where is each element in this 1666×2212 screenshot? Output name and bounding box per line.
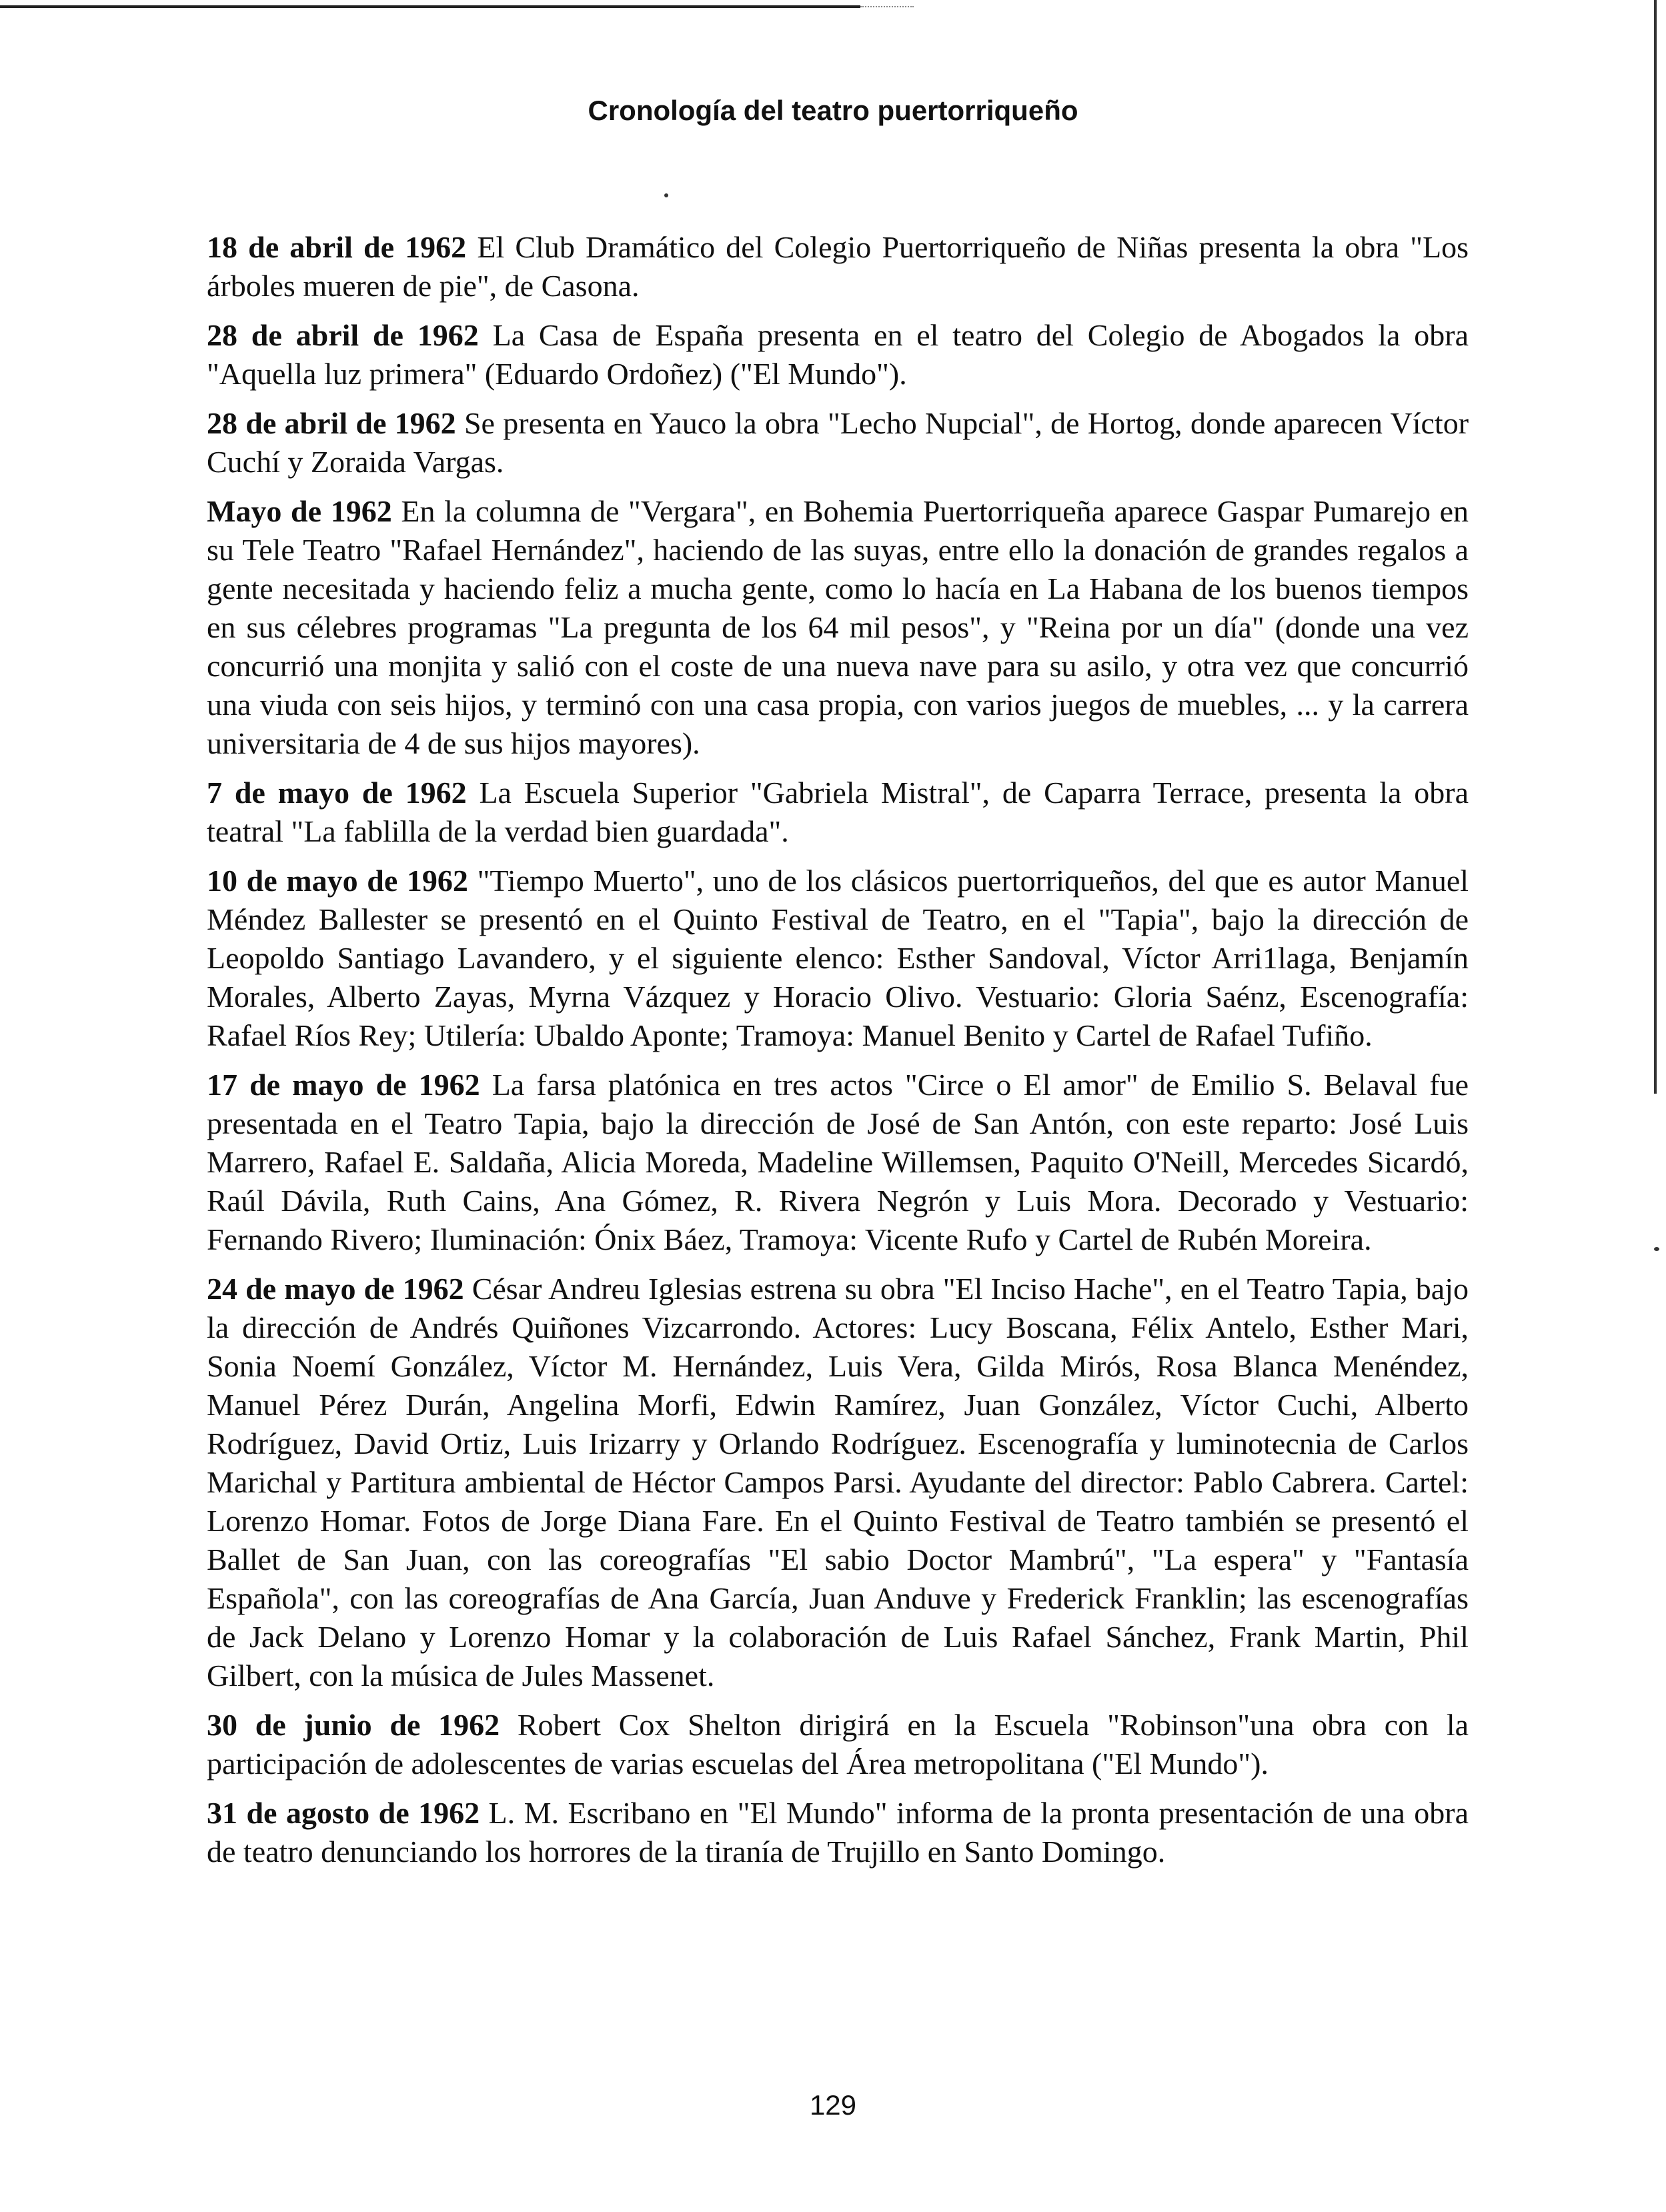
chronology-entry (207, 316, 1469, 393)
entry-text: La Escuela Superior "Gabriela Mistral", de Caparra Terrace, presenta la obra teatral "La fablilla de la verdad bien guardada". (207, 776, 1469, 848)
entry-text: En la columna de "Vergara", en Bohemia Puertorriqueña aparece Gaspar Pumarejo en su Tele Teatro "Rafael Hernández", haciendo de las suyas, entre ello la donación de grandes regalos a gente necesitada y haciendo feliz a mucha gente, como lo hacía en La Habana de los buenos tiempos en sus célebres programas "La pregunta de los 64 mil pesos", y "Reina por un día" (donde una vez concurrió una monjita y salió con el coste de una nueva nave para su asilo, y otra vez que concurrió una viuda con seis hijos, y terminó con una casa propia, con varios juegos de muebles, ... y la carrera universitaria de 4 de sus hijos mayores). (207, 494, 1469, 760)
entry-date: 30 de junio de 1962 (207, 1708, 500, 1742)
entry-date: 28 de abril de 1962 (207, 318, 479, 352)
entry-date: 24 de mayo de 1962 (207, 1272, 464, 1306)
chronology-entry (207, 1706, 1469, 1783)
entry-text: "Tiempo Muerto", uno de los clásicos puertorriqueños, del que es autor Manuel Méndez Ballester se presentó en el Quinto Festival de Teatro, en el "Tapia", bajo la dirección de Leopoldo Santiago Lavandero, y el siguiente elenco: Esther Sandoval, Víctor Arri1laga, Benjamín Morales, Alberto Zayas, Myrna Vázquez y Horacio Olivo. Vestuario: Gloria Saénz, Escenografía: Rafael Ríos Rey; Utilería: Ubaldo Aponte; Tramoya: Manuel Benito y Cartel de Rafael Tufiño. (207, 864, 1469, 1052)
entry-text: El Club Dramático del Colegio Puertorriqueño de Niñas presenta la obra "Los árboles mueren de pie", de Casona. (207, 230, 1469, 303)
scan-speck (1654, 1247, 1659, 1251)
scan-speck (664, 193, 668, 197)
entry-text: La farsa platónica en tres actos "Circe o El amor" de Emilio S. Belaval fue presentada en el Teatro Tapia, bajo la dirección de José de San Antón, con este reparto: José Luis Marrero, Rafael E. Saldaña, Alicia Moreda, Madeline Willemsen, Paquito O'Neill, Mercedes Sicardó, Raúl Dávila, Ruth Cains, Ana Gómez, R. Rivera Negrón y Luis Mora. Decorado y Vestuario: Fernando Rivero; Iluminación: Ónix Báez, Tramoya: Vicente Rufo y Cartel de Rubén Moreira. (207, 1068, 1469, 1256)
entry-date: 18 de abril de 1962 (207, 230, 467, 264)
chronology-entry (207, 1270, 1469, 1695)
chronology-entry (207, 1066, 1469, 1259)
page-number: 129 (809, 2089, 857, 2121)
chronology-entry (207, 228, 1469, 305)
chronology-entries (207, 228, 1469, 1882)
entry-date: 10 de mayo de 1962 (207, 864, 468, 898)
top-border-rule (0, 5, 860, 8)
chronology-entry (207, 492, 1469, 763)
chronology-entry (207, 774, 1469, 851)
right-border-rule (1654, 0, 1657, 1094)
entry-date: 28 de abril de 1962 (207, 406, 456, 440)
page-header-title: Cronología del teatro puertorriqueño (588, 95, 1078, 126)
entry-date: 31 de agosto de 1962 (207, 1796, 480, 1830)
entry-text: Se presenta en Yauco la obra "Lecho Nupcial", de Hortog, donde aparecen Víctor Cuchí y Zoraida Vargas. (207, 406, 1469, 479)
entry-text: L. M. Escribano en "El Mundo" informa de la pronta presentación de una obra de teatro denunciando los horrores de la tiranía de Trujillo en Santo Domingo. (207, 1796, 1469, 1869)
chronology-entry (207, 404, 1469, 481)
entry-date: 17 de mayo de 1962 (207, 1068, 480, 1102)
entry-date: Mayo de 1962 (207, 494, 392, 528)
chronology-entry (207, 862, 1469, 1055)
entry-text: La Casa de España presenta en el teatro del Colegio de Abogados la obra "Aquella luz primera" (Eduardo Ordoñez) ("El Mundo"). (207, 318, 1469, 391)
entry-date: 7 de mayo de 1962 (207, 776, 467, 810)
top-border-rule-fade (860, 6, 914, 7)
chronology-entry (207, 1794, 1469, 1871)
entry-text: Robert Cox Shelton dirigirá en la Escuela "Robinson"una obra con la participación de adolescentes de varias escuelas del Área metropolitana ("El Mundo"). (207, 1708, 1469, 1781)
entry-text: César Andreu Iglesias estrena su obra "El Inciso Hache", en el Teatro Tapia, bajo la dirección de Andrés Quiñones Vizcarrondo. Actores: Lucy Boscana, Félix Antelo, Esther Mari, Sonia Noemí González, Víctor M. Hernández, Luis Vera, Gilda Mirós, Rosa Blanca Menéndez, Manuel Pérez Durán, Angelina Morfi, Edwin Ramírez, Juan González, Víctor Cuchi, Alberto Rodríguez, David Ortiz, Luis Irizarry y Orlando Rodríguez. Escenografía y luminotecnia de Carlos Marichal y Partitura ambiental de Héctor Campos Parsi. Ayudante del director: Pablo Cabrera. Cartel: Lorenzo Homar. Fotos de Jorge Diana Fare. En el Quinto Festival de Teatro también se presentó el Ballet de San Juan, con las coreografías "El sabio Doctor Mambrú", "La espera" y "Fantasía Española", con las coreografías de Ana García, Juan Anduve y Frederick Franklin; las escenografías de Jack Delano y Lorenzo Homar y la colaboración de Luis Rafael Sánchez, Frank Martin, Phil Gilbert, con la música de Jules Massenet. (207, 1272, 1469, 1693)
